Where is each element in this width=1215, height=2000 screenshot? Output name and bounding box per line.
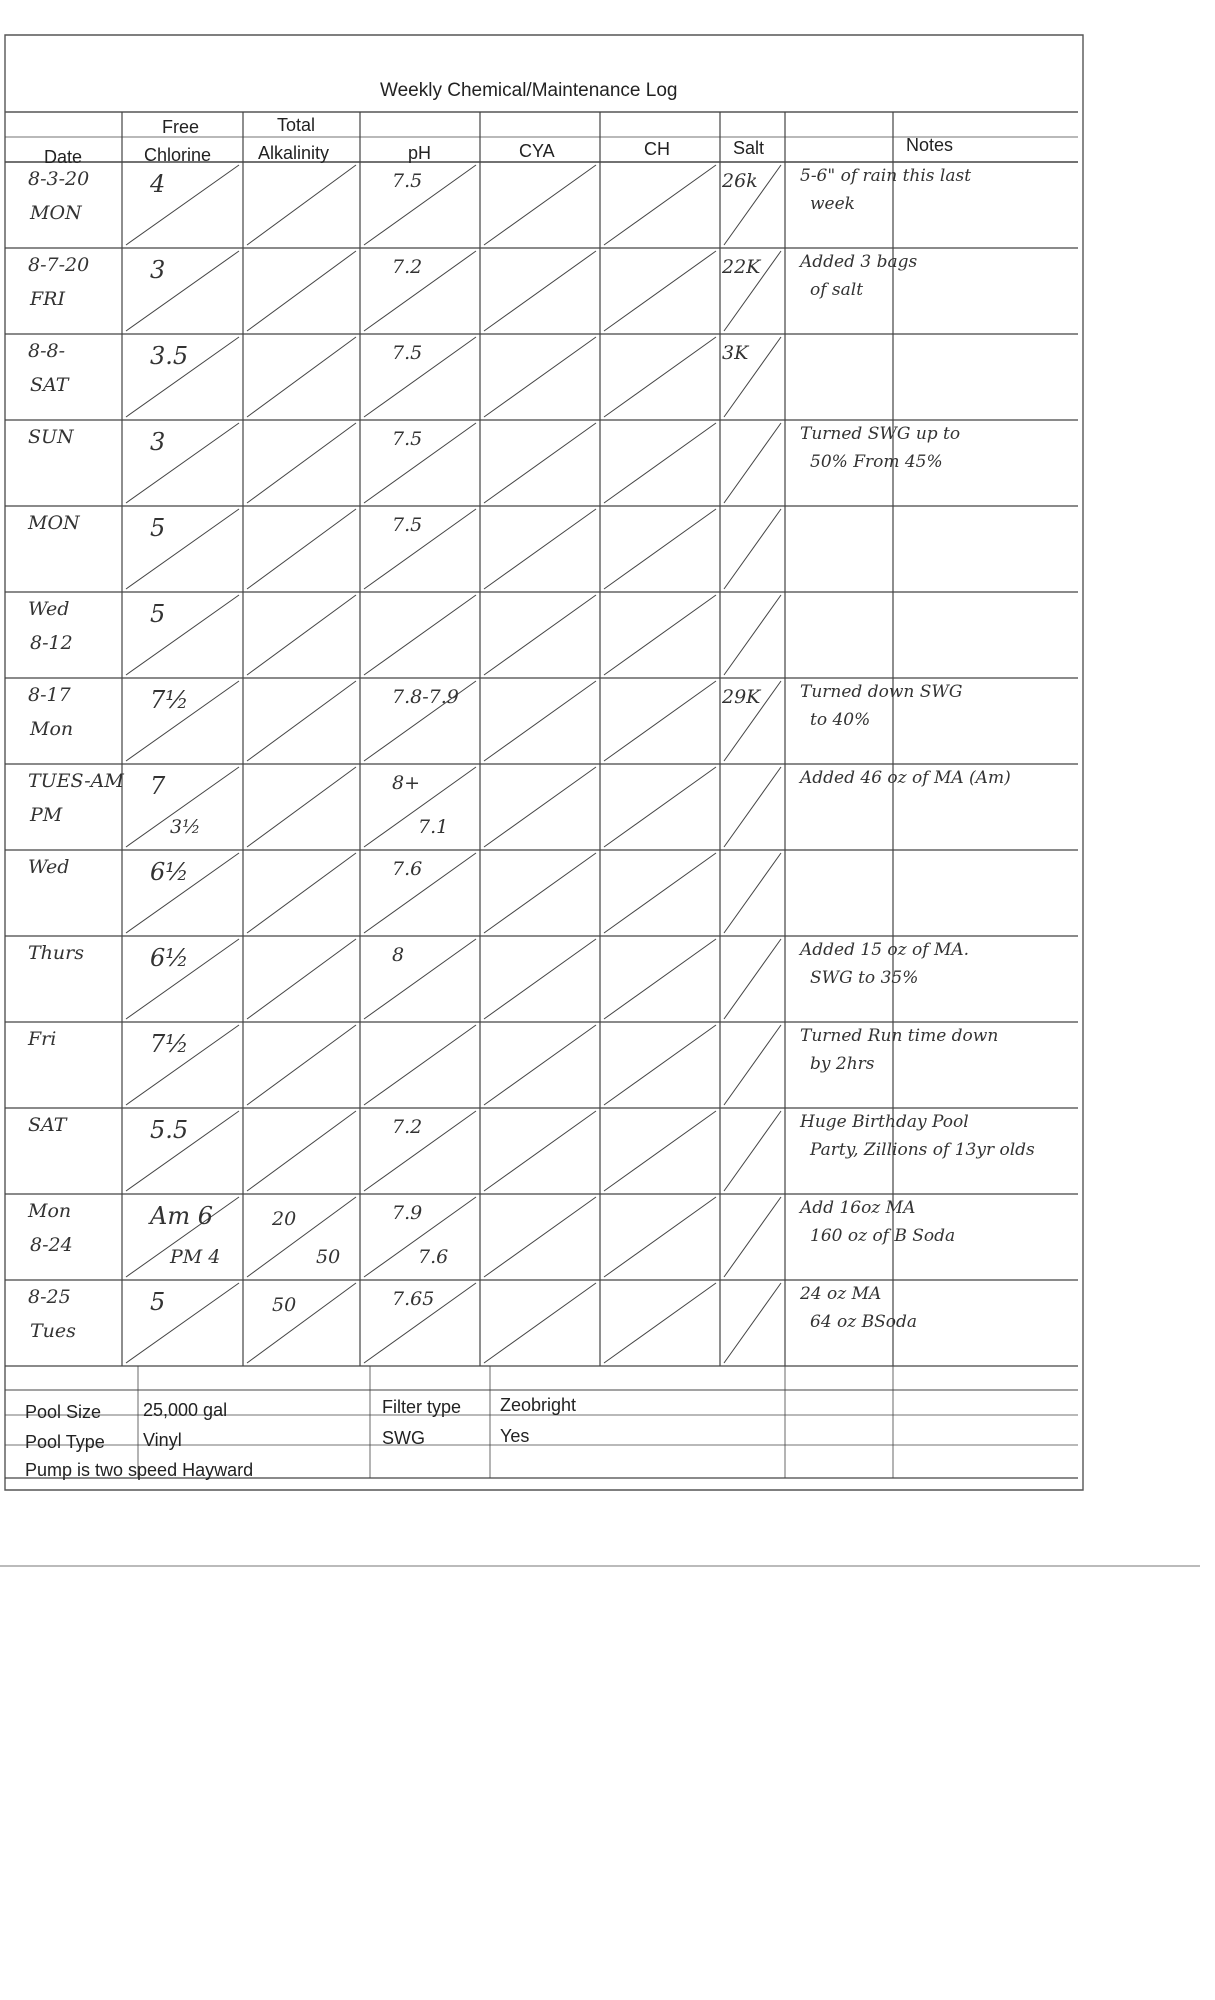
row-ph-2: 7.6	[418, 1246, 449, 1268]
row-free-chlorine: 3	[150, 428, 166, 456]
cell-slash	[247, 681, 356, 761]
cell-slash	[126, 423, 239, 503]
cell-slash	[484, 423, 596, 503]
cell-slash	[484, 853, 596, 933]
col-header-date: Date	[44, 147, 83, 167]
row-date-sub: 8-12	[30, 632, 73, 654]
row-notes: Added 46 oz of MA (Am)	[800, 768, 1011, 788]
cell-slash	[484, 165, 596, 245]
cell-slash	[364, 939, 476, 1019]
cell-slash	[604, 1197, 716, 1277]
cell-slash	[126, 509, 239, 589]
cell-slash	[724, 1197, 781, 1277]
row-ph: 7.5	[392, 170, 423, 192]
row-ph: 7.2	[392, 1116, 423, 1138]
cell-slash	[604, 853, 716, 933]
col-header-total-alkalinity-line2: Alkalinity	[258, 143, 330, 163]
cell-slash	[247, 1025, 356, 1105]
cell-slash	[484, 1111, 596, 1191]
cell-slash	[247, 509, 356, 589]
row-ph-2: 7.1	[418, 816, 449, 838]
cell-slash	[126, 251, 239, 331]
row-notes: Huge Birthday Pool	[800, 1112, 969, 1132]
cell-slash	[484, 1025, 596, 1105]
row-date: Mon	[28, 1200, 72, 1222]
cell-slash	[126, 595, 239, 675]
cell-slash	[247, 423, 356, 503]
swg-value: Yes	[500, 1426, 530, 1446]
row-date: Wed	[28, 598, 70, 620]
row-ph: 7.5	[392, 342, 423, 364]
cell-slash	[484, 509, 596, 589]
row-ph: 7.9	[392, 1202, 423, 1224]
cell-slash	[484, 1283, 596, 1363]
cell-slash	[724, 509, 781, 589]
cell-slash	[604, 939, 716, 1019]
cell-slash	[484, 767, 596, 847]
row-date: Wed	[28, 856, 70, 878]
row-notes: 24 oz MA	[800, 1284, 882, 1304]
row-date: 8-25	[28, 1286, 71, 1308]
cell-slash	[364, 1025, 476, 1105]
row-free-chlorine: 3	[150, 256, 166, 284]
cell-slash	[484, 1197, 596, 1277]
row-date: MON	[28, 512, 80, 534]
col-header-notes: Notes	[906, 135, 954, 155]
row-notes-line2: by 2hrs	[810, 1054, 875, 1074]
col-header-total-alkalinity-line1: Total	[277, 115, 316, 135]
cell-slash	[247, 595, 356, 675]
cell-slash	[604, 337, 716, 417]
cell-slash	[247, 337, 356, 417]
cell-slash	[247, 853, 356, 933]
pool-size-label: Pool Size	[25, 1402, 102, 1422]
col-header-free-chlorine-line2: Chlorine	[144, 145, 212, 165]
row-notes-line2: SWG to 35%	[810, 968, 919, 988]
col-header-cya: CYA	[519, 141, 555, 161]
row-date-sub: PM	[30, 804, 63, 826]
pump-info: Pump is two speed Hayward	[25, 1460, 254, 1480]
row-ph: 8	[392, 944, 405, 966]
row-date: 8-3-20	[28, 168, 90, 190]
filter-type-label: Filter type	[382, 1397, 462, 1417]
row-free-chlorine-pm: 3½	[170, 816, 201, 838]
cell-slash	[604, 423, 716, 503]
row-notes: Added 15 oz of MA.	[800, 940, 970, 960]
row-notes-line2: of salt	[810, 280, 864, 300]
cell-slash	[364, 595, 476, 675]
row-free-chlorine: 5.5	[150, 1116, 189, 1144]
col-header-free-chlorine-line1: Free	[162, 117, 200, 137]
cell-slash	[604, 251, 716, 331]
cell-slash	[604, 165, 716, 245]
log-title: Weekly Chemical/Maintenance Log	[380, 80, 678, 101]
col-header-ph: pH	[408, 143, 432, 163]
cell-slash	[724, 1111, 781, 1191]
cell-slash	[604, 767, 716, 847]
row-date-sub: SAT	[30, 374, 69, 396]
row-salt: 29K	[722, 686, 761, 708]
row-date: SAT	[28, 1114, 67, 1136]
cell-slash	[484, 681, 596, 761]
row-free-chlorine: 7½	[150, 686, 189, 714]
cell-slash	[247, 165, 356, 245]
col-header-ch: CH	[644, 139, 670, 159]
pool-type-value: Vinyl	[143, 1430, 182, 1450]
row-notes-line2: 50% From 45%	[810, 452, 943, 472]
cell-slash	[126, 165, 239, 245]
cell-slash	[724, 939, 781, 1019]
row-notes: Turned Run time down	[800, 1026, 999, 1046]
cell-slash	[604, 1111, 716, 1191]
row-date: 8-7-20	[28, 254, 90, 276]
row-date: Fri	[28, 1028, 57, 1050]
row-ph: 7.8-7.9	[392, 686, 459, 708]
row-notes: Add 16oz MA	[800, 1198, 916, 1218]
pool-size-value: 25,000 gal	[143, 1400, 228, 1420]
cell-slash	[724, 1025, 781, 1105]
row-free-chlorine: 5	[150, 1288, 166, 1316]
cell-slash	[604, 1283, 716, 1363]
row-total-alkalinity: 50	[272, 1294, 297, 1316]
cell-slash	[247, 1283, 356, 1363]
row-free-chlorine: 7½	[150, 1030, 189, 1058]
row-ph: 7.2	[392, 256, 423, 278]
row-ph: 7.6	[392, 858, 423, 880]
row-notes-line2: to 40%	[810, 710, 871, 730]
row-notes-line2: 64 oz BSoda	[810, 1312, 918, 1332]
row-total-alkalinity-2: 50	[316, 1246, 341, 1268]
cell-slash	[484, 939, 596, 1019]
cell-slash	[604, 509, 716, 589]
row-notes: 5-6" of rain this last	[800, 166, 972, 186]
row-notes-line2: week	[810, 194, 855, 214]
row-free-chlorine: 5	[150, 600, 166, 628]
row-notes-line2: 160 oz of B Soda	[810, 1226, 956, 1246]
row-ph: 7.65	[392, 1288, 435, 1310]
cell-slash	[484, 595, 596, 675]
row-date: TUES-AM	[28, 770, 124, 792]
cell-slash	[247, 1111, 356, 1191]
row-free-chlorine: 6½	[150, 858, 189, 886]
cell-slash	[724, 1283, 781, 1363]
cell-slash	[724, 853, 781, 933]
row-date: 8-8-	[28, 340, 66, 362]
row-notes: Turned SWG up to	[800, 424, 961, 444]
cell-slash	[126, 1283, 239, 1363]
col-header-salt: Salt	[733, 138, 765, 158]
cell-slash	[604, 681, 716, 761]
pool-type-label: Pool Type	[25, 1432, 105, 1452]
row-ph: 7.5	[392, 428, 423, 450]
cell-slash	[724, 767, 781, 847]
row-date: 8-17	[28, 684, 71, 706]
filter-type-value: Zeobright	[500, 1395, 577, 1415]
cell-slash	[247, 939, 356, 1019]
row-total-alkalinity: 20	[272, 1208, 297, 1230]
row-salt: 3K	[722, 342, 749, 364]
cell-slash	[484, 251, 596, 331]
row-free-chlorine: 7	[150, 772, 166, 800]
row-notes: Added 3 bags	[800, 252, 918, 272]
row-free-chlorine: 3.5	[150, 342, 189, 370]
row-free-chlorine: 4	[150, 170, 166, 198]
row-date-sub: FRI	[30, 288, 65, 310]
row-notes-line2: Party, Zillions of 13yr olds	[810, 1140, 1035, 1160]
cell-slash	[247, 251, 356, 331]
row-date: Thurs	[28, 942, 84, 964]
row-salt: 22K	[722, 256, 761, 278]
row-free-chlorine-pm: PM 4	[170, 1246, 221, 1268]
cell-slash	[724, 423, 781, 503]
row-ph: 8+	[392, 772, 421, 794]
cell-slash	[604, 1025, 716, 1105]
row-ph: 7.5	[392, 514, 423, 536]
row-date-sub: Tues	[30, 1320, 76, 1342]
row-date-sub: MON	[30, 202, 82, 224]
row-notes: Turned down SWG	[800, 682, 963, 702]
cell-slash	[247, 767, 356, 847]
swg-label: SWG	[382, 1428, 425, 1448]
row-free-chlorine: 6½	[150, 944, 189, 972]
row-date-sub: Mon	[30, 718, 74, 740]
row-date: SUN	[28, 426, 74, 448]
form-border	[5, 35, 1083, 1490]
row-free-chlorine: 5	[150, 514, 166, 542]
row-free-chlorine: Am 6	[150, 1202, 213, 1230]
row-salt: 26k	[722, 170, 758, 192]
cell-slash	[724, 595, 781, 675]
row-date-sub: 8-24	[30, 1234, 73, 1256]
cell-slash	[484, 337, 596, 417]
cell-slash	[604, 595, 716, 675]
